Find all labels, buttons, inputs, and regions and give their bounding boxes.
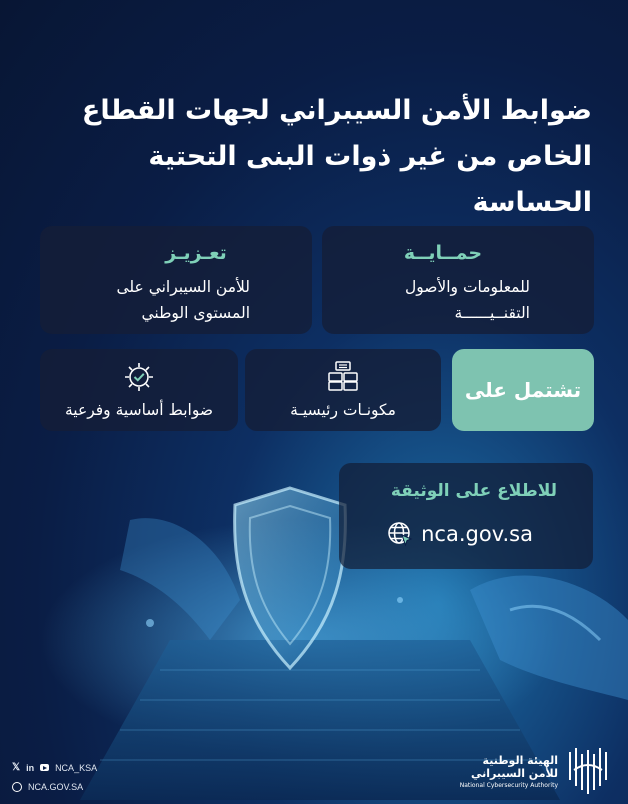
page-title xyxy=(32,88,592,226)
social-footer xyxy=(12,756,97,792)
logo-arabic-line-1: الهيئة الوطنية xyxy=(482,753,558,767)
server-stack-icon xyxy=(327,361,359,391)
enhancement-card xyxy=(40,226,312,334)
document-site-link[interactable]: nca.gov.sa xyxy=(421,522,533,546)
footer-site[interactable]: NCA.GOV.SA xyxy=(28,782,84,792)
enhancement-heading: تعـزيـز xyxy=(165,242,227,264)
document-card[interactable] xyxy=(339,463,593,569)
protection-heading: حمــايــة xyxy=(403,242,483,264)
includes-card xyxy=(452,349,594,431)
main-components-card xyxy=(245,349,441,431)
gear-check-icon xyxy=(123,361,155,393)
youtube-icon[interactable] xyxy=(40,764,49,771)
protection-card xyxy=(322,226,594,334)
title-line-2: الخاص من غير ذوات البنى التحتية الحساسة xyxy=(148,141,592,218)
linkedin-icon[interactable]: in xyxy=(26,762,35,773)
main-components-label: مكونـات رئيسيـة xyxy=(290,401,396,419)
includes-label: تشتمل على xyxy=(464,378,582,402)
protection-line-2: التقنــيــــــة xyxy=(454,304,530,322)
controls-card xyxy=(40,349,238,431)
protection-line-1: للمعلومات والأصول xyxy=(404,278,530,296)
globe-icon xyxy=(12,782,22,792)
document-heading: للاطلاع على الوثيقة xyxy=(390,481,557,501)
x-icon[interactable]: 𝕏 xyxy=(12,762,21,773)
enhancement-line-2: المستوى الوطني xyxy=(141,304,250,322)
controls-label: ضوابط أساسية وفرعية xyxy=(64,401,214,419)
nca-logo xyxy=(460,746,610,796)
logo-english: National Cybersecurity Authority xyxy=(459,781,558,789)
social-handle[interactable]: NCA_KSA xyxy=(55,762,98,773)
nca-emblem-icon xyxy=(566,746,610,796)
logo-arabic-line-2: للأمن السيبراني xyxy=(471,766,558,780)
title-line-1: ضوابط الأمن السيبراني لجهات القطاع xyxy=(81,95,592,126)
enhancement-line-1: للأمن السيبراني على xyxy=(116,278,250,296)
globe-cursor-icon xyxy=(387,521,413,547)
